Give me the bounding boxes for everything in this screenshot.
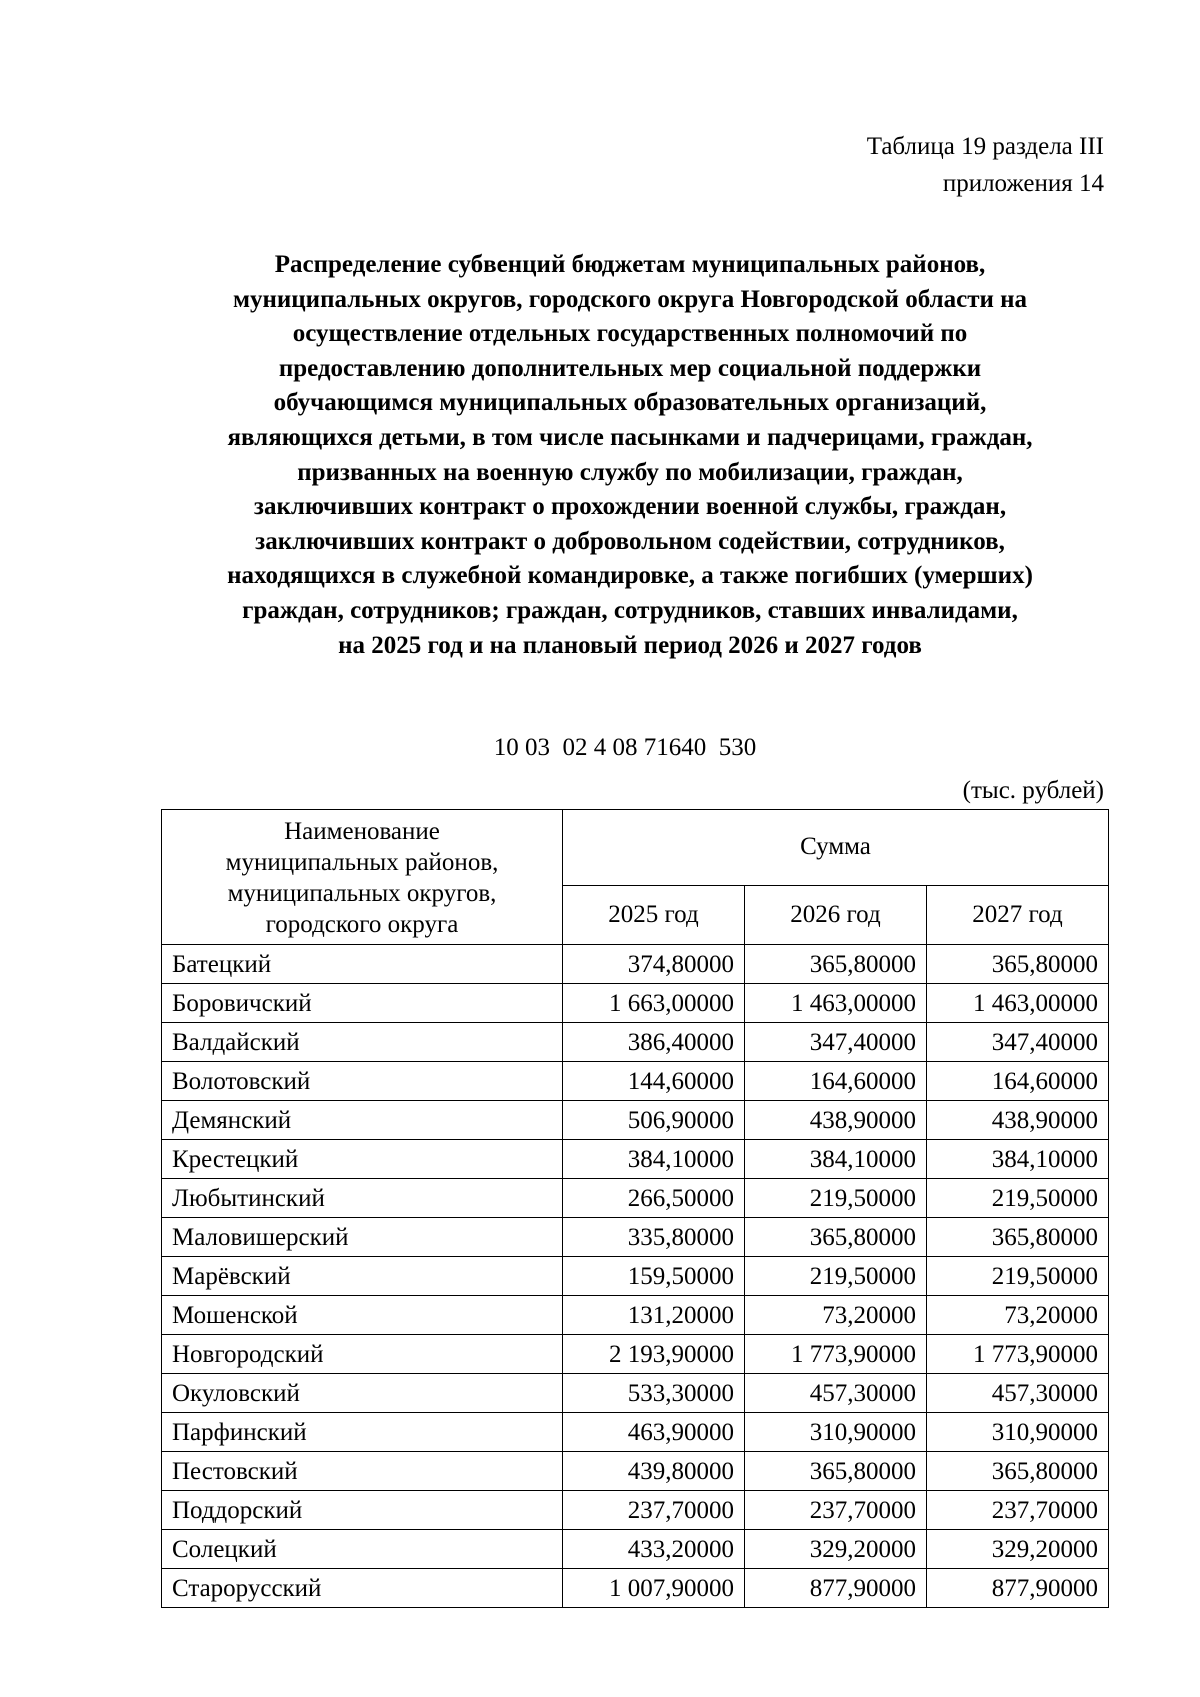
title-line: призванных на военную службу по мобилизации, граждан, [297, 458, 963, 486]
value-2027-cell: 219,50000 [927, 1179, 1109, 1218]
value-2026-cell: 457,30000 [745, 1374, 927, 1413]
table-row [162, 1218, 1109, 1257]
value-2026-cell: 164,60000 [745, 1062, 927, 1101]
value-2027-cell: 457,30000 [927, 1374, 1109, 1413]
table-row [162, 1257, 1109, 1296]
value-2025-cell: 506,90000 [563, 1101, 745, 1140]
table-body [162, 945, 1109, 1608]
table-row [162, 1374, 1109, 1413]
value-2027-cell: 438,90000 [927, 1101, 1109, 1140]
table-row [162, 1335, 1109, 1374]
table-row [162, 1179, 1109, 1218]
value-2027-cell: 877,90000 [927, 1569, 1109, 1608]
value-2027-cell: 365,80000 [927, 1452, 1109, 1491]
table-row [162, 945, 1109, 984]
title-line: заключивших контракт о добровольном содействии, сотрудников, [255, 527, 1005, 555]
title-line: обучающимся муниципальных образовательных организаций, [273, 389, 987, 417]
table-row [162, 984, 1109, 1023]
value-2027-cell: 365,80000 [927, 945, 1109, 984]
value-2026-cell: 329,20000 [745, 1530, 927, 1569]
value-2025-cell: 144,60000 [563, 1062, 745, 1101]
table-row [162, 1491, 1109, 1530]
table-row [162, 1023, 1109, 1062]
value-2025-cell: 131,20000 [563, 1296, 745, 1335]
column-header-2027: 2027 год [927, 885, 1109, 944]
value-2026-cell: 1 463,00000 [745, 984, 927, 1023]
municipality-name-cell: Солецкий [162, 1530, 563, 1569]
value-2025-cell: 2 193,90000 [563, 1335, 745, 1374]
title-line: граждан, сотрудников; граждан, сотрудников, ставших инвалидами, [242, 596, 1018, 624]
municipality-name-cell: Любытинский [162, 1179, 563, 1218]
table-row [162, 1101, 1109, 1140]
municipality-name-cell: Новгородский [162, 1335, 563, 1374]
municipality-name-cell: Демянский [162, 1101, 563, 1140]
header-line: муниципальных округов, [227, 880, 497, 907]
value-2025-cell: 374,80000 [563, 945, 745, 984]
value-2026-cell: 365,80000 [745, 1452, 927, 1491]
value-2025-cell: 159,50000 [563, 1257, 745, 1296]
column-header-2026: 2026 год [745, 885, 927, 944]
value-2026-cell: 347,40000 [745, 1023, 927, 1062]
value-2027-cell: 310,90000 [927, 1413, 1109, 1452]
value-2026-cell: 219,50000 [745, 1179, 927, 1218]
municipality-name-cell: Марёвский [162, 1257, 563, 1296]
value-2026-cell: 1 773,90000 [745, 1335, 927, 1374]
value-2027-cell: 347,40000 [927, 1023, 1109, 1062]
value-2026-cell: 365,80000 [745, 1218, 927, 1257]
header-line: Наименование [284, 818, 440, 845]
value-2025-cell: 384,10000 [563, 1140, 745, 1179]
title-line: муниципальных округов, городского округа Новгородской области на [232, 285, 1028, 313]
column-header-2025: 2025 год [563, 885, 745, 944]
value-2026-cell: 877,90000 [745, 1569, 927, 1608]
reference-line-1: Таблица 19 раздела III [866, 133, 1104, 160]
municipality-name-cell: Волотовский [162, 1062, 563, 1101]
value-2027-cell: 164,60000 [927, 1062, 1109, 1101]
value-2027-cell: 73,20000 [927, 1296, 1109, 1335]
units-label: (тыс. рублей) [962, 777, 1104, 804]
column-header-sum: Сумма [563, 810, 1109, 886]
value-2025-cell: 335,80000 [563, 1218, 745, 1257]
budget-classification-code: 10 03 02 4 08 71640 530 [493, 734, 757, 761]
title-line: предоставлению дополнительных мер социальной поддержки [278, 354, 982, 382]
subvention-table [161, 809, 1109, 1608]
reference-line-2: приложения 14 [942, 170, 1104, 197]
value-2026-cell: 310,90000 [745, 1413, 927, 1452]
value-2025-cell: 1 007,90000 [563, 1569, 745, 1608]
value-2026-cell: 219,50000 [745, 1257, 927, 1296]
municipality-name-cell: Боровичский [162, 984, 563, 1023]
municipality-name-cell: Валдайский [162, 1023, 563, 1062]
municipality-name-cell: Пестовский [162, 1452, 563, 1491]
municipality-name-cell: Окуловский [162, 1374, 563, 1413]
title-line: находящихся в служебной командировке, а также погибших (умерших) [227, 562, 1033, 590]
value-2025-cell: 533,30000 [563, 1374, 745, 1413]
value-2027-cell: 1 463,00000 [927, 984, 1109, 1023]
table-row [162, 1452, 1109, 1491]
value-2025-cell: 386,40000 [563, 1023, 745, 1062]
table-reference [867, 128, 1104, 202]
value-2027-cell: 219,50000 [927, 1257, 1109, 1296]
header-line: городского округа [265, 911, 459, 938]
value-2027-cell: 329,20000 [927, 1530, 1109, 1569]
value-2027-cell: 237,70000 [927, 1491, 1109, 1530]
municipality-name-cell: Маловишерский [162, 1218, 563, 1257]
document-title [160, 248, 1100, 663]
value-2026-cell: 438,90000 [745, 1101, 927, 1140]
title-line: Распределение субвенций бюджетам муниципальных районов, [274, 251, 986, 278]
title-line: являющихся детьми, в том числе пасынками и падчерицами, граждан, [227, 423, 1033, 451]
value-2025-cell: 463,90000 [563, 1413, 745, 1452]
table-row [162, 1062, 1109, 1101]
table-row [162, 1296, 1109, 1335]
value-2025-cell: 433,20000 [563, 1530, 745, 1569]
municipality-name-cell: Поддорский [162, 1491, 563, 1530]
value-2027-cell: 384,10000 [927, 1140, 1109, 1179]
value-2026-cell: 237,70000 [745, 1491, 927, 1530]
header-line: муниципальных районов, [225, 849, 499, 876]
table-row [162, 1569, 1109, 1608]
value-2025-cell: 1 663,00000 [563, 984, 745, 1023]
title-line: на 2025 год и на плановый период 2026 и 2027 годов [338, 631, 922, 659]
value-2027-cell: 1 773,90000 [927, 1335, 1109, 1374]
value-2026-cell: 365,80000 [745, 945, 927, 984]
value-2026-cell: 384,10000 [745, 1140, 927, 1179]
municipality-name-cell: Батецкий [162, 945, 563, 984]
table-row [162, 1413, 1109, 1452]
title-line: заключивших контракт о прохождении военной службы, граждан, [253, 493, 1007, 521]
municipality-name-cell: Мошенской [162, 1296, 563, 1335]
value-2025-cell: 439,80000 [563, 1452, 745, 1491]
value-2026-cell: 73,20000 [745, 1296, 927, 1335]
municipality-name-cell: Крестецкий [162, 1140, 563, 1179]
value-2025-cell: 266,50000 [563, 1179, 745, 1218]
table-row [162, 1530, 1109, 1569]
title-line: осуществление отдельных государственных полномочий по [292, 320, 968, 348]
value-2027-cell: 365,80000 [927, 1218, 1109, 1257]
municipality-name-cell: Старорусский [162, 1569, 563, 1608]
table-row [162, 1140, 1109, 1179]
value-2025-cell: 237,70000 [563, 1491, 745, 1530]
municipality-name-cell: Парфинский [162, 1413, 563, 1452]
column-header-name [162, 810, 563, 945]
